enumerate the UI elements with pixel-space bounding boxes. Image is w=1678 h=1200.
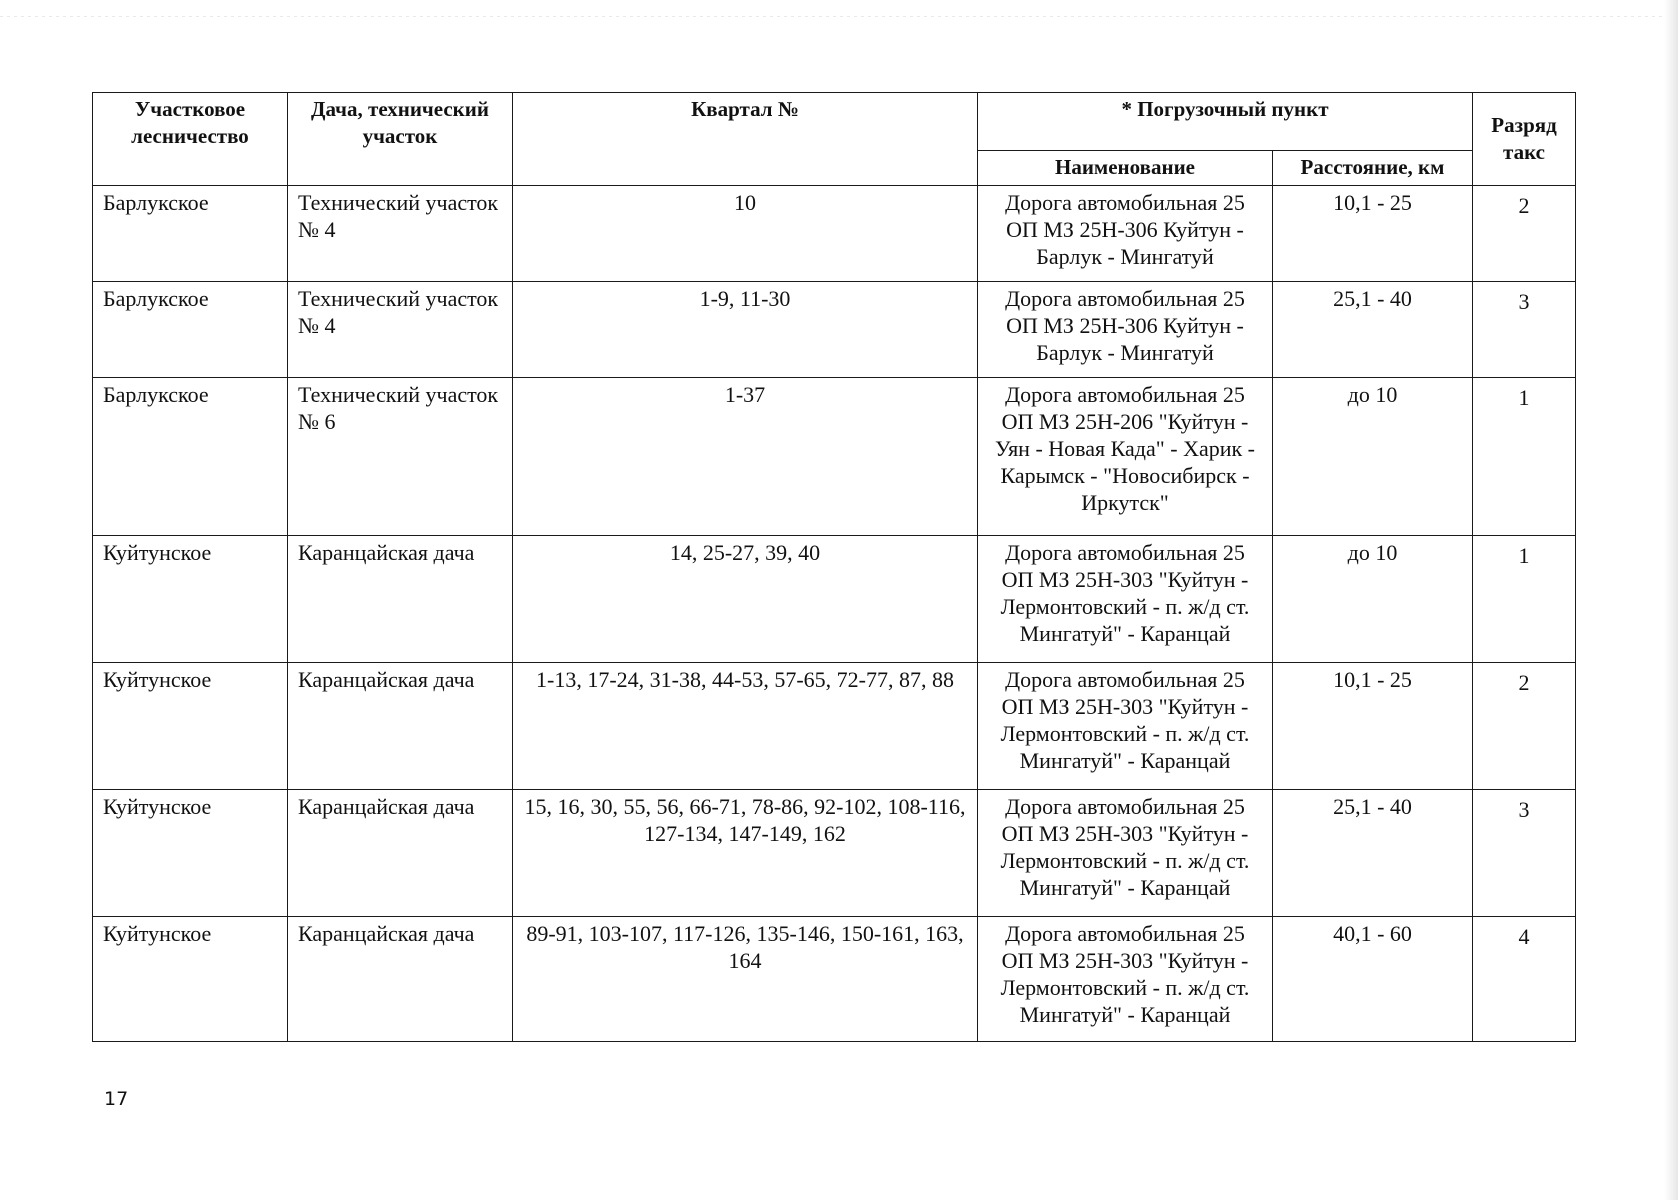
cell-quarter: 1-37 bbox=[513, 378, 978, 536]
cell-distance: 25,1 - 40 bbox=[1273, 282, 1473, 378]
table-row bbox=[93, 282, 1576, 378]
cell-dacha: Каранцайская дача bbox=[288, 790, 513, 917]
cell-quarter: 15, 16, 30, 55, 56, 66-71, 78-86, 92-102, 108-116, 127-134, 147-149, 162 bbox=[513, 790, 978, 917]
cell-dacha: Каранцайская дача bbox=[288, 917, 513, 1042]
cell-forestry: Барлукское bbox=[93, 378, 288, 536]
cell-quarter: 89-91, 103-107, 117-126, 135-146, 150-161, 163, 164 bbox=[513, 917, 978, 1042]
cell-forestry: Куйтунское bbox=[93, 790, 288, 917]
cell-rank: 2 bbox=[1473, 186, 1576, 282]
cell-rank: 2 bbox=[1473, 663, 1576, 790]
cell-dacha: Технический участок № 4 bbox=[288, 186, 513, 282]
cell-distance: 10,1 - 25 bbox=[1273, 663, 1473, 790]
cell-quarter: 1-9, 11-30 bbox=[513, 282, 978, 378]
cell-quarter: 1-13, 17-24, 31-38, 44-53, 57-65, 72-77, 87, 88 bbox=[513, 663, 978, 790]
cell-distance: 10,1 - 25 bbox=[1273, 186, 1473, 282]
cell-dacha: Технический участок № 6 bbox=[288, 378, 513, 536]
cell-dacha: Технический участок № 4 bbox=[288, 282, 513, 378]
header-distance: Расстояние, км bbox=[1273, 151, 1473, 186]
table-row bbox=[93, 378, 1576, 536]
header-quarter: Квартал № bbox=[513, 93, 978, 186]
header-forestry: Участковое лесничество bbox=[93, 93, 288, 186]
cell-rank: 4 bbox=[1473, 917, 1576, 1042]
header-name: Наименование bbox=[978, 151, 1273, 186]
cell-loading-point-name: Дорога автомобильная 25 ОП МЗ 25Н-303 "Куйтун - Лермонтовский - п. ж/д ст. Мингатуй" - Каранцай bbox=[978, 917, 1273, 1042]
scan-artifact-top bbox=[0, 16, 1678, 17]
cell-forestry: Барлукское bbox=[93, 186, 288, 282]
cell-distance: до 10 bbox=[1273, 378, 1473, 536]
cell-loading-point-name: Дорога автомобильная 25 ОП МЗ 25Н-303 "Куйтун - Лермонтовский - п. ж/д ст. Мингатуй" - Каранцай bbox=[978, 663, 1273, 790]
cell-rank: 3 bbox=[1473, 282, 1576, 378]
cell-distance: 25,1 - 40 bbox=[1273, 790, 1473, 917]
cell-rank: 1 bbox=[1473, 536, 1576, 663]
cell-rank: 1 bbox=[1473, 378, 1576, 536]
cell-dacha: Каранцайская дача bbox=[288, 536, 513, 663]
cell-distance: 40,1 - 60 bbox=[1273, 917, 1473, 1042]
header-rank: Разряд такс bbox=[1473, 93, 1576, 186]
table-row bbox=[93, 536, 1576, 663]
header-dacha: Дача, технический участок bbox=[288, 93, 513, 186]
cell-rank: 3 bbox=[1473, 790, 1576, 917]
table-row bbox=[93, 186, 1576, 282]
cell-forestry: Куйтунское bbox=[93, 536, 288, 663]
cell-loading-point-name: Дорога автомобильная 25 ОП МЗ 25Н-306 Куйтун - Барлук - Мингатуй bbox=[978, 186, 1273, 282]
cell-forestry: Куйтунское bbox=[93, 663, 288, 790]
table-row bbox=[93, 917, 1576, 1042]
cell-loading-point-name: Дорога автомобильная 25 ОП МЗ 25Н-303 "Куйтун - Лермонтовский - п. ж/д ст. Мингатуй" - Каранцай bbox=[978, 790, 1273, 917]
header-loading-point: * Погрузочный пункт bbox=[978, 93, 1473, 151]
cell-dacha: Каранцайская дача bbox=[288, 663, 513, 790]
cell-loading-point-name: Дорога автомобильная 25 ОП МЗ 25Н-306 Куйтун - Барлук - Мингатуй bbox=[978, 282, 1273, 378]
loading-points-table bbox=[92, 92, 1576, 1042]
table-row bbox=[93, 663, 1576, 790]
cell-quarter: 10 bbox=[513, 186, 978, 282]
cell-distance: до 10 bbox=[1273, 536, 1473, 663]
cell-forestry: Куйтунское bbox=[93, 917, 288, 1042]
cell-quarter: 14, 25-27, 39, 40 bbox=[513, 536, 978, 663]
page-number: 17 bbox=[104, 1088, 129, 1110]
table-row bbox=[93, 790, 1576, 917]
cell-loading-point-name: Дорога автомобильная 25 ОП МЗ 25Н-303 "Куйтун - Лермонтовский - п. ж/д ст. Мингатуй" - Каранцай bbox=[978, 536, 1273, 663]
cell-loading-point-name: Дорога автомобильная 25 ОП МЗ 25Н-206 "Куйтун - Уян - Новая Када" - Харик - Карымск - "Новосибирск - Иркутск" bbox=[978, 378, 1273, 536]
scan-artifact-edge bbox=[1664, 0, 1678, 1200]
cell-forestry: Барлукское bbox=[93, 282, 288, 378]
